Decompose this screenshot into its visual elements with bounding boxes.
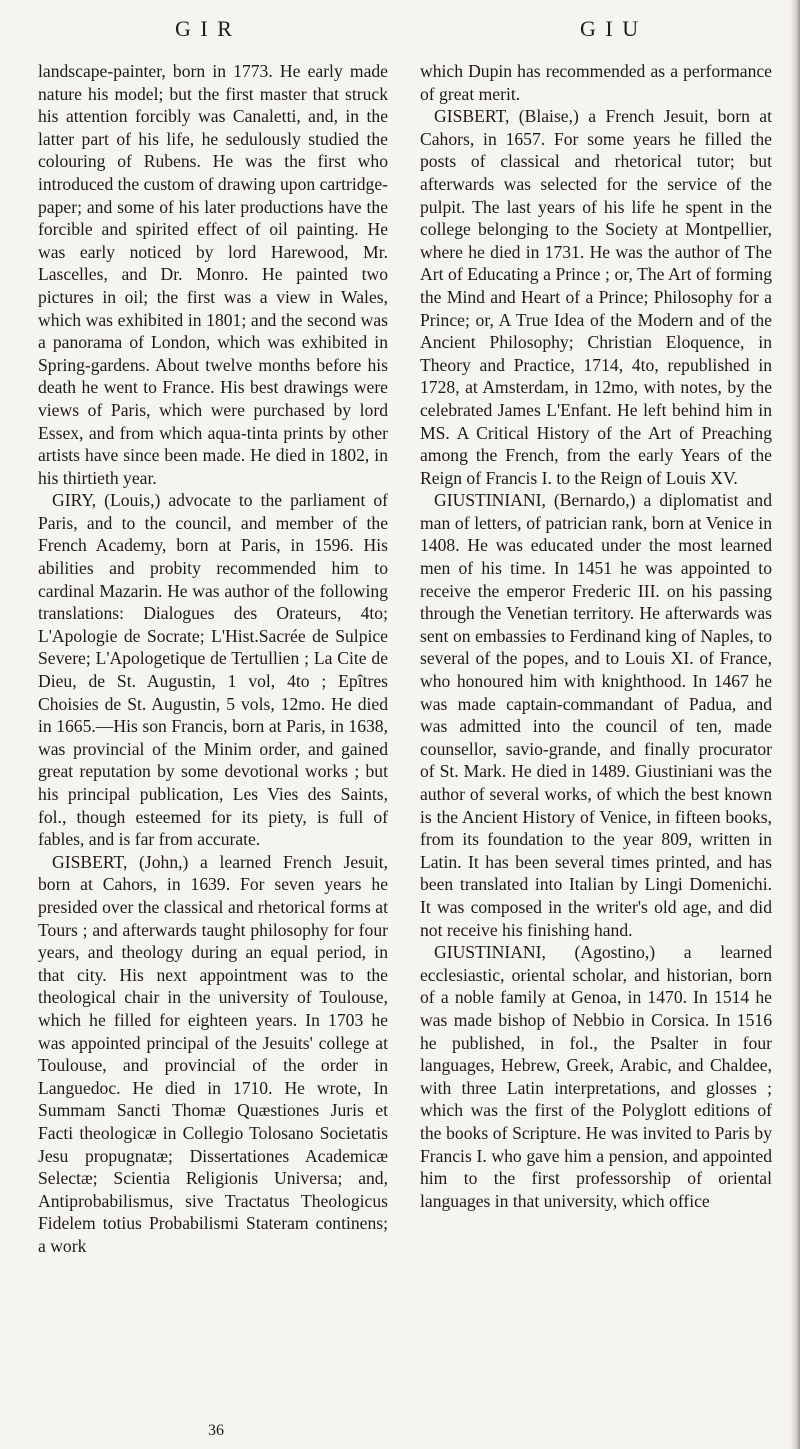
page-edge-shadow: [790, 0, 800, 1449]
entry-continuation-right: which Dupin has recommended as a performance of great merit.: [420, 61, 772, 104]
header-left: G I R: [175, 16, 234, 41]
entry-continuation: landscape-painter, born in 1773. He early made nature his model; but the first master that struck his attention forcibly was Canaletti, and, in the latter part of his life, he sedulously studied the colouring of Rubens. He was the first who introduced the custom of drawing upon cartridge-paper; and some of his later productions have the forcible and spirited effect of oil painting. He was early noticed by lord Harewood, Mr. Lascelles, and Dr. Monro. He painted two pictures in oil; the first was a view in Wales, which was exhibited in 1801; and the second was a panorama of London, which was exhibited in Spring-gardens. About twelve months before his death he went to France. His best drawings were views of Paris, which were purchased by lord Essex, and from which aqua-tinta prints by other artists have since been made. He died in 1802, in his thirtieth year.: [38, 61, 388, 488]
entry-giustiniani-agostino: GIUSTINIANI, (Agostino,) a learned ecclesiastic, oriental scholar, and historian, born of a noble family at Genoa, in 1470. In 1514 he was made bishop of Nebbio in Corsica. In 1516 he published, in fol., the Psalter in four languages, Hebrew, Greek, Arabic, and Chaldee, with three Latin interpretations, and glosses ; which was the first of the Polyglott editions of the books of Scripture. He was invited to Paris by Francis I. who gave him a pension, and appointed him to the first professorship of oriental languages in that university, which office: [420, 942, 772, 1211]
page-number: 36: [208, 1422, 224, 1439]
header-right: G I U: [580, 16, 641, 41]
left-column: [38, 60, 388, 1257]
running-header: [0, 6, 800, 46]
entry-giustiniani-bernardo: GIUSTINIANI, (Bernardo,) a diplomatist and man of letters, of patrician rank, born at Venice in 1408. He was educated under the most learned men of his time. In 1451 he was appointed to receive the emperor Frederic III. on his passing through the Venetian territory. He afterwards was sent on embassies to Ferdinand king of Naples, to several of the popes, and to Louis XI. of France, who honoured him with knighthood. In 1467 he was made captain-commandant of Padua, and was admitted into the council of ten, made counsellor, savio-grande, and finally procurator of St. Mark. He died in 1489. Giustiniani was the author of several works, of which the best known is the Ancient History of Venice, in fifteen books, from its foundation to the year 809, written in Latin. It has been several times printed, and has been translated into Italian by Lingi Domenichi. It was composed in the writer's old age, and did not receive his finishing hand.: [420, 490, 772, 940]
right-column: [420, 60, 772, 1212]
entry-gisbert-john: GISBERT, (John,) a learned French Jesuit, born at Cahors, in 1639. For seven years he presided over the classical and rhetorical forms at Tours ; and afterwards taught philosophy for four years, and theology during an equal period, in that city. His next appointment was to the theological chair in the university of Toulouse, which he filled for eighteen years. In 1703 he was appointed principal of the Jesuits' college at Toulouse, and provincial of the order in Languedoc. He died in 1710. He wrote, In Summam Sancti Thomæ Quæstiones Juris et Facti theologicæ in Collegio Tolosano Societatis Jesu propugnatæ; Dissertationes Academicæ Selectæ; Scientia Religionis Universa; and, Antiprobabilismus, sive Tractatus Theologicus Fidelem totius Probabilismi Stateram continens; a work: [38, 851, 388, 1256]
entry-giry: GIRY, (Louis,) advocate to the parliament of Paris, and to the council, and member of the French Academy, born at Paris, in 1596. His abilities and probity recommended him to cardinal Mazarin. He was author of the following translations: Dialogues des Orateurs, 4to; L'Apologie de Socrate; L'Hist.Sacrée de Sulpice Severe; L'Apologetique de Tertullien ; La Cite de Dieu, de St. Augustin, 1 vol, 4to ; Epîtres Choisies de St. Augustin, 5 vols, 12mo. He died in 1665.—His son Francis, born at Paris, in 1638, was provincial of the Minim order, and gained great reputation by some devotional works ; but his principal publication, Les Vies des Saints, fol., though esteemed for its piety, is full of fables, and is far from accurate.: [38, 490, 388, 850]
entry-gisbert-blaise: GISBERT, (Blaise,) a French Jesuit, born at Cahors, in 1657. For some years he filled the posts of classical and rhetorical tutor; but afterwards was selected for the service of the pulpit. The last years of his life he spent in the college belonging to the Society at Montpellier, where he died in 1731. He was the author of The Art of Educating a Prince ; or, The Art of forming the Mind and Heart of a Prince; Philosophy for a Prince; or, A True Idea of the Modern and of the Ancient Philosophy; Christian Eloquence, in Theory and Practice, 1714, 4to, republished in 1728, at Amsterdam, in 12mo, with notes, by the celebrated James L'Enfant. He left behind him in MS. A Critical History of the Art of Preaching among the French, from the early Years of the Reign of Francis I. to the Reign of Louis XV.: [420, 106, 772, 488]
